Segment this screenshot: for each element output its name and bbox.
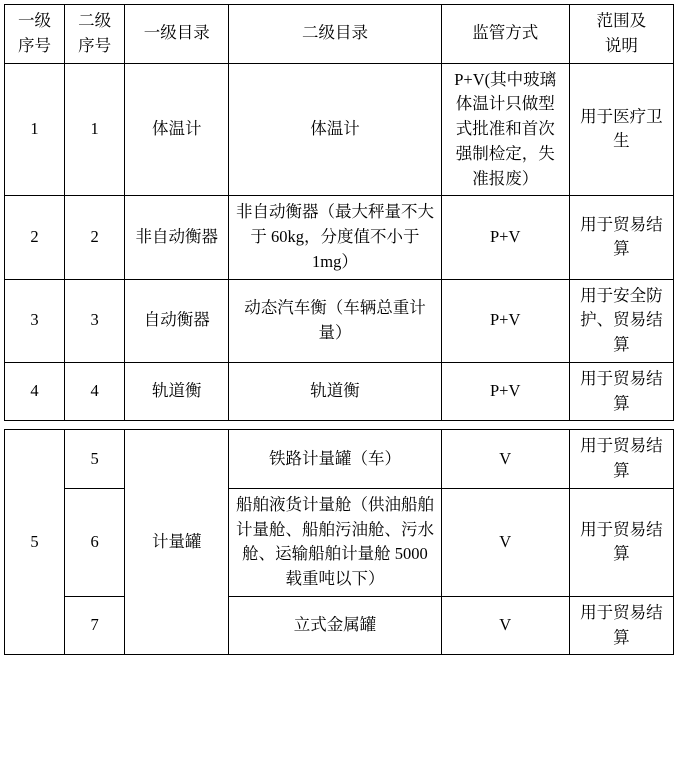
header-line-2: 说明 xyxy=(604,35,638,55)
cell-level2-dir: 船舶液货计量舱（供油船舶计量舱、船舶污油舱、污水舱、运输船舶计量舱 5000 载重吨以下） xyxy=(229,488,441,596)
table-row xyxy=(5,488,674,596)
table-row xyxy=(5,362,674,421)
document-page xyxy=(0,4,677,782)
cell-scope: 用于贸易结算 xyxy=(569,362,673,421)
column-header-level2-dir: 二级目录 xyxy=(229,5,441,64)
cell-scope: 用于医疗卫生 xyxy=(569,63,673,196)
header-line-2: 序号 xyxy=(18,35,52,55)
cell-level2-no: 2 xyxy=(65,196,125,279)
cell-supervision: P+V xyxy=(441,362,569,421)
cell-supervision: V xyxy=(441,488,569,596)
column-header-supervision: 监管方式 xyxy=(441,5,569,64)
cell-level2-no: 6 xyxy=(65,488,125,596)
cell-supervision: V xyxy=(441,430,569,489)
column-header-level1-no xyxy=(5,5,65,64)
cell-scope: 用于贸易结算 xyxy=(569,596,673,655)
cell-supervision: V xyxy=(441,596,569,655)
header-line-2: 序号 xyxy=(78,35,112,55)
cell-scope: 用于安全防护、贸易结算 xyxy=(569,279,673,362)
cell-supervision: P+V(其中玻璃体温计只做型式批准和首次强制检定，失准报废） xyxy=(441,63,569,196)
column-header-level2-no xyxy=(65,5,125,64)
cell-level1-dir: 体温计 xyxy=(125,63,229,196)
header-line-1: 二级 xyxy=(78,11,112,30)
cell-level2-no: 7 xyxy=(65,596,125,655)
header-line-1: 范围及 xyxy=(596,11,647,30)
cell-scope: 用于贸易结算 xyxy=(569,430,673,489)
table-row xyxy=(5,430,674,489)
cell-level2-no: 4 xyxy=(65,362,125,421)
header-line-1: 一级 xyxy=(18,11,52,30)
cell-level2-no: 3 xyxy=(65,279,125,362)
cell-level1-no: 4 xyxy=(5,362,65,421)
table-row xyxy=(5,596,674,655)
cell-scope: 用于贸易结算 xyxy=(569,488,673,596)
cell-level1-no: 2 xyxy=(5,196,65,279)
cell-level2-dir: 非自动衡器（最大秤量不大于 60kg，分度值不小于 1mg） xyxy=(229,196,441,279)
table-row xyxy=(5,279,674,362)
cell-level2-no: 1 xyxy=(65,63,125,196)
metrology-table-part2 xyxy=(4,429,674,655)
cell-level2-dir: 动态汽车衡（车辆总重计量） xyxy=(229,279,441,362)
cell-level1-dir: 计量罐 xyxy=(125,430,229,655)
table-header-row xyxy=(5,5,674,64)
cell-level1-dir: 非自动衡器 xyxy=(125,196,229,279)
cell-scope: 用于贸易结算 xyxy=(569,196,673,279)
cell-level2-dir: 体温计 xyxy=(229,63,441,196)
cell-level2-dir: 立式金属罐 xyxy=(229,596,441,655)
cell-supervision: P+V xyxy=(441,196,569,279)
cell-level1-no: 3 xyxy=(5,279,65,362)
table-row xyxy=(5,63,674,196)
column-header-scope xyxy=(569,5,673,64)
table-block-gap xyxy=(4,421,674,429)
cell-level1-dir: 轨道衡 xyxy=(125,362,229,421)
cell-level1-no: 5 xyxy=(5,430,65,655)
cell-level2-dir: 铁路计量罐（车） xyxy=(229,430,441,489)
cell-level1-no: 1 xyxy=(5,63,65,196)
metrology-table-part1 xyxy=(4,4,674,421)
cell-level2-dir: 轨道衡 xyxy=(229,362,441,421)
column-header-level1-dir: 一级目录 xyxy=(125,5,229,64)
table-row xyxy=(5,196,674,279)
cell-level2-no: 5 xyxy=(65,430,125,489)
cell-level1-dir: 自动衡器 xyxy=(125,279,229,362)
cell-supervision: P+V xyxy=(441,279,569,362)
